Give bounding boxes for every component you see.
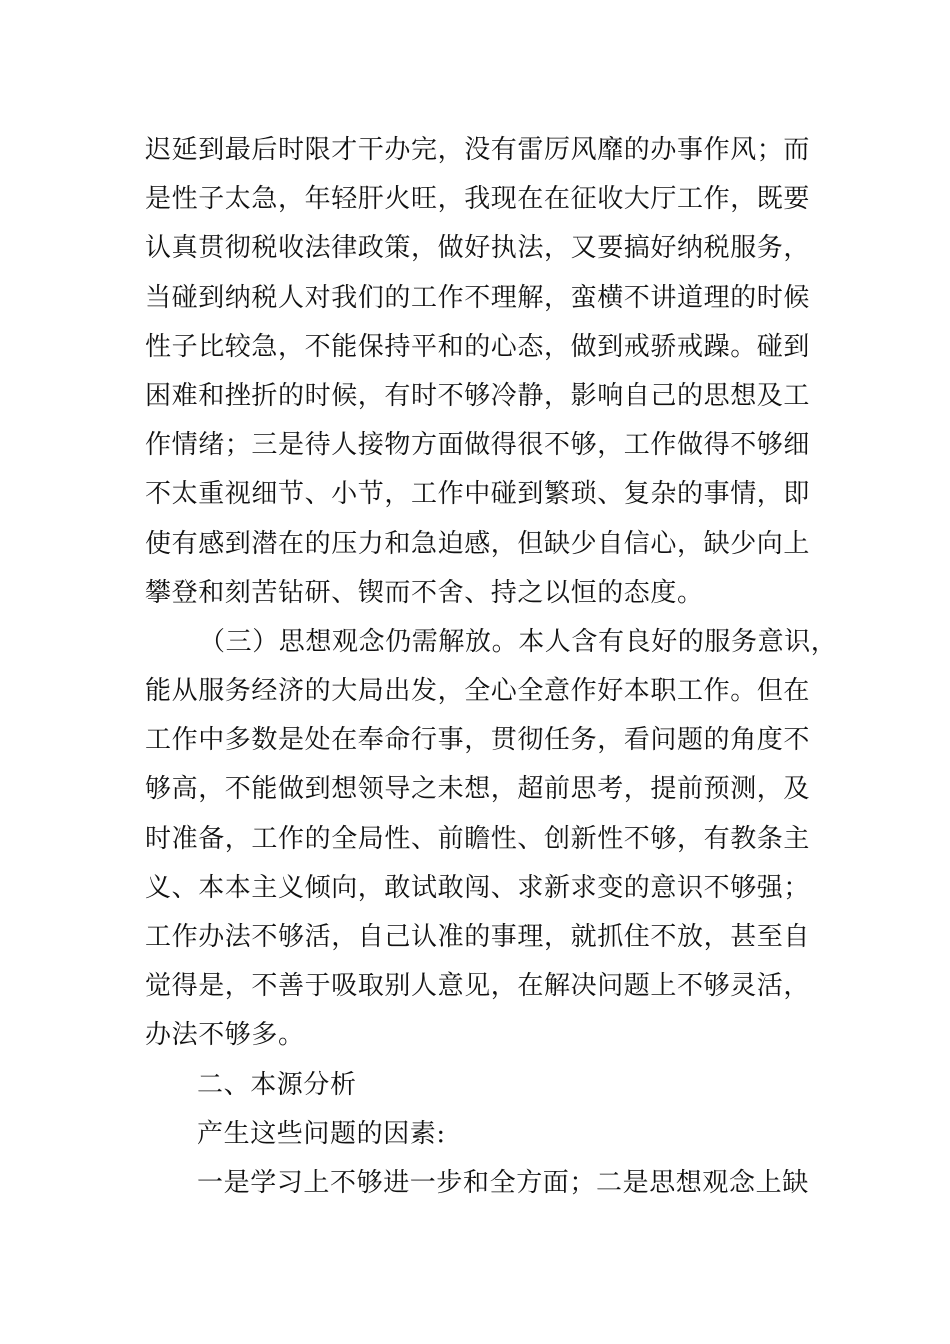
text-line: 工作办法不够活，自己认准的事理，就抓住不放，甚至自 [145, 922, 811, 952]
text-line: 作情绪；三是待人接物方面做得很不够，工作做得不够细 [145, 430, 811, 461]
text-line: 办法不够多。 [145, 1020, 305, 1051]
text-line: 义、本本主义倾向，敢试敢闯、求新求变的意识不够强； [145, 872, 811, 903]
section-heading: 二、本源分析 [197, 1069, 357, 1100]
text-line: 时准备，工作的全局性、前瞻性、创新性不够，有教条主 [145, 823, 811, 854]
text-line: 认真贯彻税收法律政策，做好执法，又要搞好纳税服务， [145, 233, 811, 264]
text-line: 一是学习上不够进一步和全方面；二是思想观念上缺 [197, 1167, 809, 1198]
text-line: 使有感到潜在的压力和急迫感，但缺少自信心，缺少向上 [145, 528, 811, 559]
text-line: 攀登和刻苦钻研、锲而不舍、持之以恒的态度。 [145, 577, 704, 608]
text-line: 能从服务经济的大局出发，全心全意作好本职工作。但在 [145, 676, 811, 707]
text-line: 不太重视细节、小节，工作中碰到繁琐、复杂的事情，即 [145, 479, 811, 510]
text-line: 觉得是，不善于吸取别人意见，在解决问题上不够灵活， [145, 971, 811, 1002]
text-line: 够高，不能做到想领导之未想，超前思考，提前预测，及 [145, 774, 811, 805]
text-line: 困难和挫折的时候，有时不够冷静，影响自己的思想及工 [145, 380, 811, 411]
text-line: 产生这些问题的因素: [197, 1118, 446, 1149]
text-line: 是性子太急，年轻肝火旺，我现在在征收大厅工作，既要 [145, 184, 811, 215]
text-line: 迟延到最后时限才干办完，没有雷厉风靡的办事作风；而 [145, 135, 811, 165]
section-heading-line: （三）思想观念仍需解放。本人含有良好的服务意识， [199, 626, 838, 657]
document-body [145, 126, 838, 1208]
text-line: 当碰到纳税人对我们的工作不理解，蛮横不讲道理的时候 [145, 282, 811, 313]
text-line: 工作中多数是处在奉命行事，贯彻任务，看问题的角度不 [145, 725, 811, 756]
text-line: 性子比较急，不能保持平和的心态，做到戒骄戒躁。碰到 [145, 331, 811, 362]
